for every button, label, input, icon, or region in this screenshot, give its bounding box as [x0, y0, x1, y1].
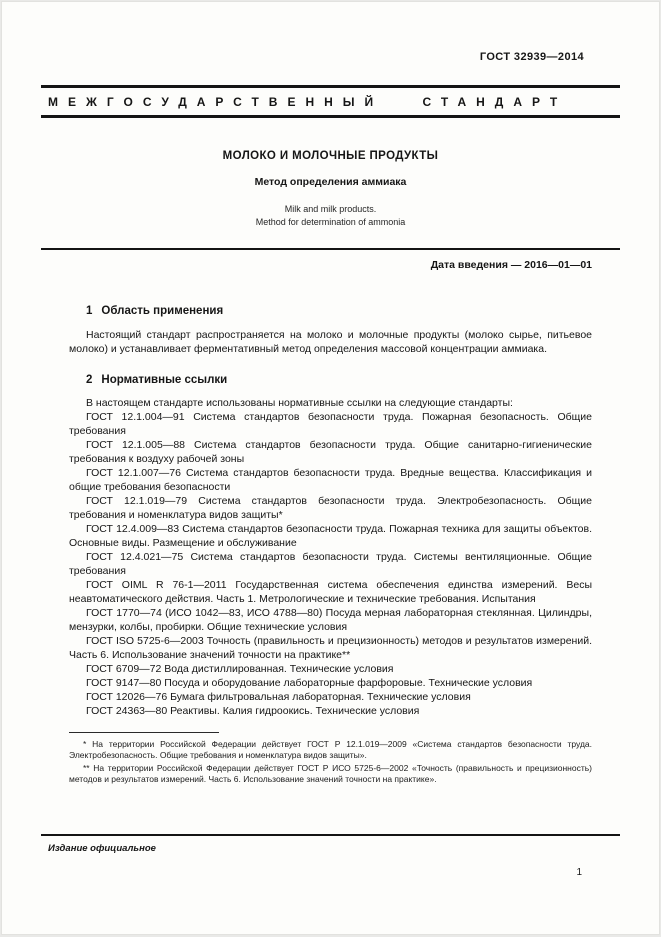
- reference-item: ГОСТ 12.4.009—83 Система стандартов безопасности труда. Пожарная техника для защиты объектов. Основные виды. Размещение и обслуживание: [69, 523, 592, 549]
- document-page: [1, 1, 660, 935]
- reference-item: ГОСТ 12.1.007—76 Система стандартов безопасности труда. Вредные вещества. Классификация и общие требования безопасности: [69, 467, 592, 493]
- footnote-item: * На территории Российской Федерации действует ГОСТ Р 12.1.019—2009 «Система стандартов безопасности труда. Электробезопасность. Общие требования и номенклатура видов защиты».: [69, 739, 592, 760]
- section-scope-heading: [69, 305, 592, 317]
- reference-item: ГОСТ 12.1.019—79 Система стандартов безопасности труда. Электробезопасность. Общие требования и номенклатура видов защиты*: [69, 495, 592, 521]
- reference-item: ГОСТ OIML R 76-1—2011 Государственная система обеспечения единства измерений. Весы неавтоматического действия. Часть 1. Метрологические и технические требования. Испытания: [69, 579, 592, 605]
- edition-label: Издание официальное: [48, 843, 156, 854]
- references-list: [69, 410, 592, 718]
- doc-number: ГОСТ 32939—2014: [479, 51, 584, 63]
- footer-rule: [41, 834, 620, 836]
- document-subtitle: Метод определения аммиака: [254, 176, 407, 188]
- effective-date: Дата введения — 2016—01—01: [430, 259, 592, 271]
- standard-type-banner: МЕЖГОСУДАРСТВЕННЫЙ СТАНДАРТ: [48, 95, 568, 109]
- title-english-line1: Milk and milk products.: [284, 204, 377, 214]
- title-block: [41, 150, 620, 228]
- title-divider-rule: [41, 248, 620, 250]
- section-number: 1: [86, 305, 93, 317]
- document-body: [41, 259, 620, 785]
- references-intro: В настоящем стандарте использованы нормативные ссылки на следующие стандарты:: [86, 397, 513, 409]
- reference-item: ГОСТ 12.1.004—91 Система стандартов безопасности труда. Пожарная безопасность. Общие требования: [69, 411, 592, 437]
- footnote-item: ** На территории Российской Федерации действует ГОСТ Р ИСО 5725-6—2002 «Точность (правильность и прецизионность) методов и результатов измерений. Часть 6. Использование значений точности на практике».: [69, 763, 592, 784]
- reference-item: ГОСТ 12.4.021—75 Система стандартов безопасности труда. Системы вентиляционные. Общие требования: [69, 551, 592, 577]
- footnote-divider-rule: [69, 732, 219, 733]
- reference-item: ГОСТ 12026—76 Бумага фильтровальная лабораторная. Технические условия: [86, 691, 471, 703]
- section-title: Область применения: [101, 305, 224, 317]
- page-number: 1: [576, 867, 582, 878]
- scope-paragraph: Настоящий стандарт распространяется на молоко и молочные продукты (молоко сырье, питьевое молоко) и устанавливает ферментативный метод определения массовой концентрации аммиака.: [69, 329, 592, 355]
- section-title: Нормативные ссылки: [101, 374, 228, 386]
- reference-item: ГОСТ 1770—74 (ИСО 1042—83, ИСО 4788—80) Посуда мерная лабораторная стеклянная. Цилиндры, мензурки, колбы, пробирки. Общие технические условия: [69, 607, 592, 633]
- reference-item: ГОСТ 6709—72 Вода дистиллированная. Технические условия: [86, 663, 394, 675]
- reference-item: ГОСТ 12.1.005—88 Система стандартов безопасности труда. Общие санитарно-гигиенические требования к воздуху рабочей зоны: [69, 439, 592, 465]
- section-number: 2: [86, 374, 93, 386]
- document-title: МОЛОКО И МОЛОЧНЫЕ ПРОДУКТЫ: [222, 150, 439, 162]
- banner-bottom-rule: [41, 115, 620, 118]
- title-english-line2: Method for determination of ammonia: [255, 216, 406, 227]
- reference-item: ГОСТ ISO 5725-6—2003 Точность (правильность и прецизионность) методов и результатов измерений. Часть 6. Использование значений точности на практике**: [69, 635, 592, 661]
- title-english: [41, 203, 620, 228]
- section-references-heading: [69, 374, 592, 386]
- footnotes-list: [69, 739, 592, 785]
- page-footer: [41, 834, 620, 854]
- reference-item: ГОСТ 24363—80 Реактивы. Калия гидроокись. Технические условия: [86, 705, 420, 717]
- reference-item: ГОСТ 9147—80 Посуда и оборудование лабораторные фарфоровые. Технические условия: [86, 677, 533, 689]
